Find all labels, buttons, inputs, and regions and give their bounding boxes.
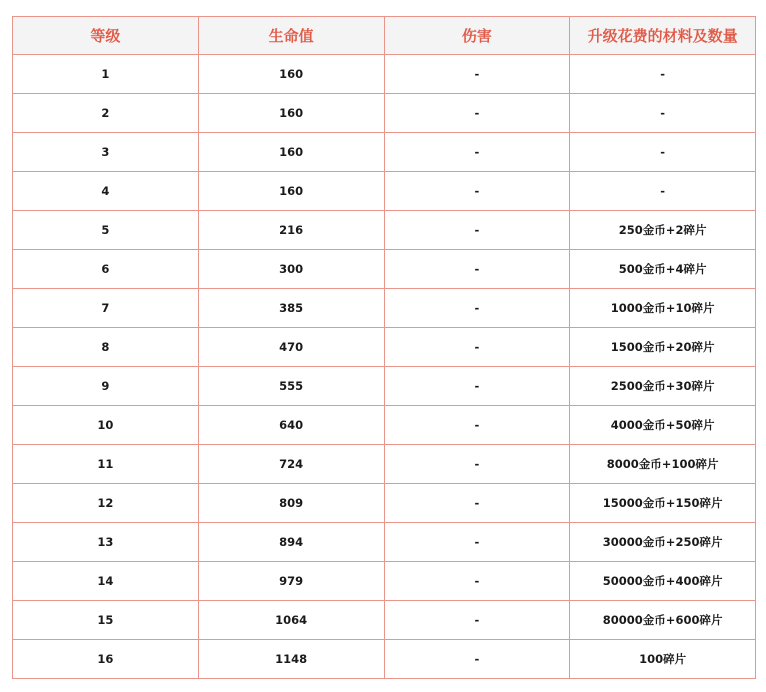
cell-upgrade-cost: 100碎片 xyxy=(570,640,756,679)
header-upgrade-cost: 升级花费的材料及数量 xyxy=(570,17,756,55)
cell-damage: - xyxy=(384,601,570,640)
cell-upgrade-cost: 4000金币+50碎片 xyxy=(570,406,756,445)
table-row xyxy=(13,484,756,523)
table-row xyxy=(13,523,756,562)
cell-level: 2 xyxy=(13,94,199,133)
cell-level: 11 xyxy=(13,445,199,484)
cell-level: 7 xyxy=(13,289,199,328)
cell-hp: 640 xyxy=(198,406,384,445)
cell-hp: 216 xyxy=(198,211,384,250)
cell-damage: - xyxy=(384,484,570,523)
cell-level: 5 xyxy=(13,211,199,250)
cell-level: 15 xyxy=(13,601,199,640)
cell-upgrade-cost: 30000金币+250碎片 xyxy=(570,523,756,562)
cell-upgrade-cost: 1500金币+20碎片 xyxy=(570,328,756,367)
cell-level: 13 xyxy=(13,523,199,562)
cell-hp: 160 xyxy=(198,94,384,133)
cell-damage: - xyxy=(384,250,570,289)
cell-damage: - xyxy=(384,523,570,562)
cell-damage: - xyxy=(384,640,570,679)
level-table xyxy=(12,16,756,679)
cell-level: 8 xyxy=(13,328,199,367)
cell-hp: 979 xyxy=(198,562,384,601)
table-row xyxy=(13,406,756,445)
cell-level: 6 xyxy=(13,250,199,289)
cell-upgrade-cost: - xyxy=(570,94,756,133)
table-row xyxy=(13,250,756,289)
level-table-container xyxy=(12,16,755,679)
table-row xyxy=(13,289,756,328)
cell-damage: - xyxy=(384,289,570,328)
cell-hp: 809 xyxy=(198,484,384,523)
cell-hp: 160 xyxy=(198,172,384,211)
header-damage: 伤害 xyxy=(384,17,570,55)
cell-damage: - xyxy=(384,328,570,367)
cell-upgrade-cost: 15000金币+150碎片 xyxy=(570,484,756,523)
table-row xyxy=(13,133,756,172)
cell-hp: 300 xyxy=(198,250,384,289)
cell-damage: - xyxy=(384,133,570,172)
cell-level: 16 xyxy=(13,640,199,679)
cell-hp: 160 xyxy=(198,133,384,172)
cell-hp: 555 xyxy=(198,367,384,406)
cell-hp: 894 xyxy=(198,523,384,562)
table-row xyxy=(13,640,756,679)
cell-damage: - xyxy=(384,172,570,211)
cell-level: 12 xyxy=(13,484,199,523)
cell-damage: - xyxy=(384,211,570,250)
table-row xyxy=(13,367,756,406)
cell-upgrade-cost: - xyxy=(570,133,756,172)
cell-damage: - xyxy=(384,367,570,406)
table-row xyxy=(13,562,756,601)
cell-upgrade-cost: 50000金币+400碎片 xyxy=(570,562,756,601)
table-body xyxy=(13,55,756,679)
cell-upgrade-cost: - xyxy=(570,172,756,211)
cell-hp: 1148 xyxy=(198,640,384,679)
table-row xyxy=(13,601,756,640)
cell-damage: - xyxy=(384,562,570,601)
cell-level: 3 xyxy=(13,133,199,172)
table-row xyxy=(13,55,756,94)
cell-upgrade-cost: - xyxy=(570,55,756,94)
table-header-row xyxy=(13,17,756,55)
table-row xyxy=(13,172,756,211)
cell-hp: 160 xyxy=(198,55,384,94)
cell-damage: - xyxy=(384,55,570,94)
cell-upgrade-cost: 250金币+2碎片 xyxy=(570,211,756,250)
header-level: 等级 xyxy=(13,17,199,55)
cell-level: 10 xyxy=(13,406,199,445)
cell-damage: - xyxy=(384,94,570,133)
table-row xyxy=(13,445,756,484)
table-row xyxy=(13,328,756,367)
cell-hp: 1064 xyxy=(198,601,384,640)
cell-upgrade-cost: 8000金币+100碎片 xyxy=(570,445,756,484)
cell-level: 1 xyxy=(13,55,199,94)
header-hp: 生命值 xyxy=(198,17,384,55)
cell-level: 9 xyxy=(13,367,199,406)
table-row xyxy=(13,211,756,250)
cell-upgrade-cost: 2500金币+30碎片 xyxy=(570,367,756,406)
cell-hp: 385 xyxy=(198,289,384,328)
cell-level: 14 xyxy=(13,562,199,601)
cell-upgrade-cost: 80000金币+600碎片 xyxy=(570,601,756,640)
table-row xyxy=(13,94,756,133)
cell-damage: - xyxy=(384,406,570,445)
cell-hp: 724 xyxy=(198,445,384,484)
cell-damage: - xyxy=(384,445,570,484)
cell-upgrade-cost: 1000金币+10碎片 xyxy=(570,289,756,328)
cell-level: 4 xyxy=(13,172,199,211)
cell-hp: 470 xyxy=(198,328,384,367)
cell-upgrade-cost: 500金币+4碎片 xyxy=(570,250,756,289)
